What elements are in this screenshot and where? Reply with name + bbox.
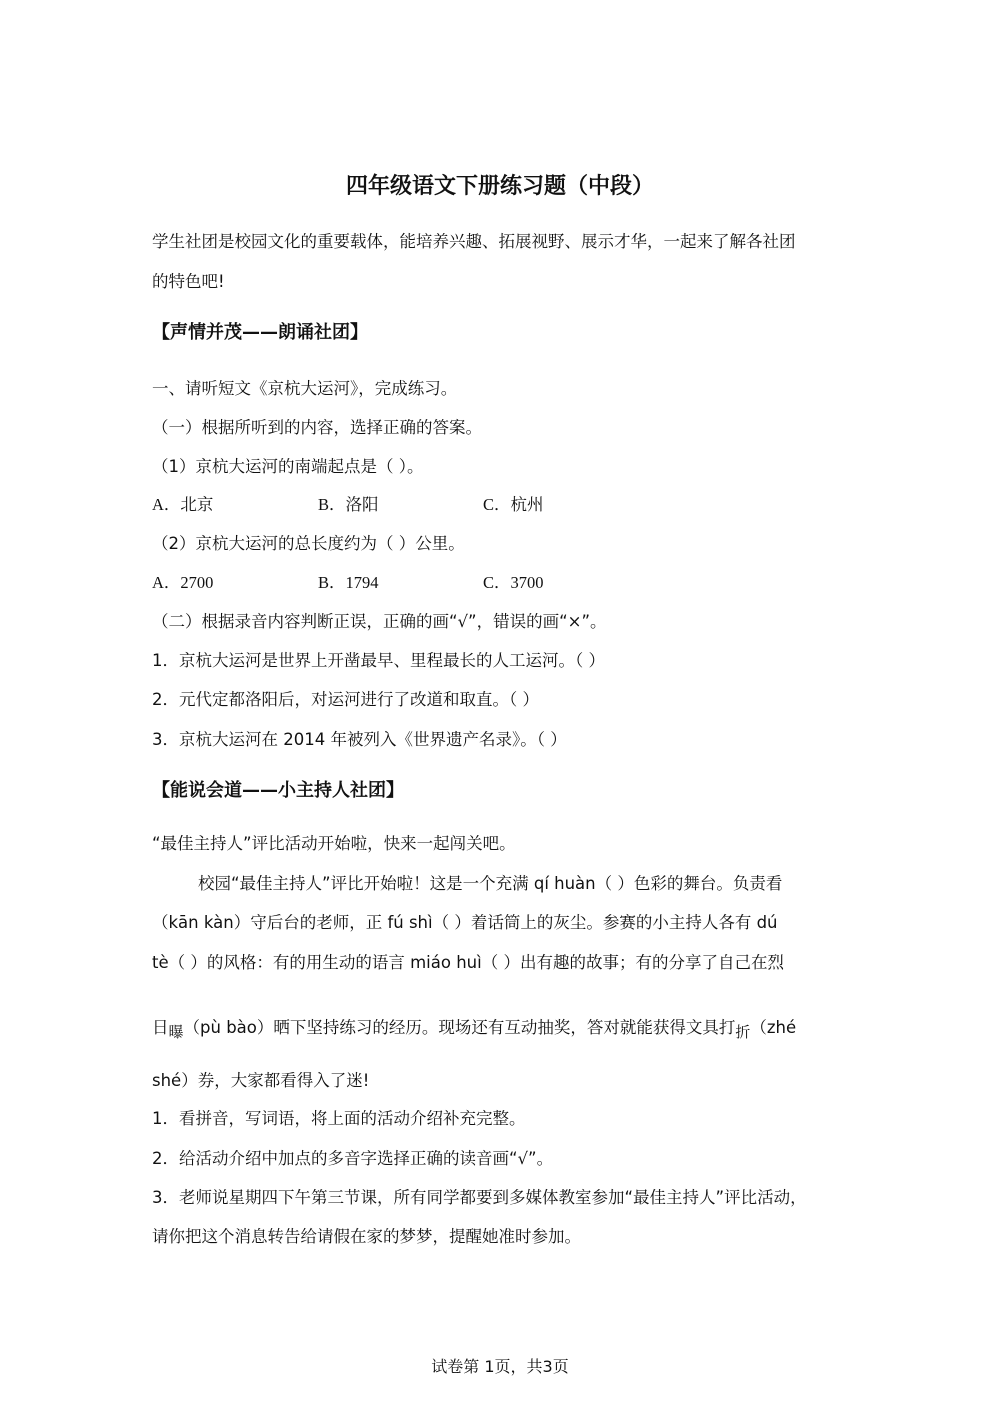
passage-line: （kān kàn）守后台的老师，正 fú shì（ ）着话筒上的灰尘。参赛的小主持人各有 dú [152,913,778,932]
judgement-item: 3．京杭大运河在 2014 年被列入《世界遗产名录》。（ ） [152,730,567,749]
intro-line: 的特色吧! [152,272,225,291]
option-row [152,494,852,516]
question-stem: （2）京杭大运河的总长度约为（ ）公里。 [152,534,465,553]
lead-text: “最佳主持人”评比活动开始啦，快来一起闯关吧。 [152,834,516,853]
option-a: A．北京 [152,495,214,514]
section-heading-recitation: 【声情并茂——朗诵社团】 [152,322,368,343]
passage-line: tè（ ）的风格：有的用生动的语言 miáo huì（ ）出有趣的故事；有的分享了自己在烈 [152,953,784,972]
intro-line: 学生社团是校园文化的重要载体，能培养兴趣、拓展视野、展示才华，一起来了解各社团 [152,232,796,251]
task-item: 3．老师说星期四下午第三节课，所有同学都要到多媒体教室参加“最佳主持人”评比活动， [152,1188,807,1207]
passage-text: 日 [152,1018,169,1037]
dotted-char: 曝 [168,1023,184,1041]
passage-text: （zhé [750,1018,797,1037]
task-item: 1．看拼音，写词语，将上面的活动介绍补充完整。 [152,1109,526,1128]
page-title: 四年级语文下册练习题（中段） [345,174,654,199]
judgement-item: 2．元代定都洛阳后，对运河进行了改道和取直。（ ） [152,690,539,709]
passage-text: （pù bào）晒下坚持练习的经历。现场还有互动抽奖，答对就能获得文具打 [183,1018,736,1037]
part-heading: （一）根据所听到的内容，选择正确的答案。 [152,418,482,437]
option-a: A．2700 [152,573,214,592]
part-heading: （二）根据录音内容判断正误，正确的画“√”，错误的画“×”。 [152,612,607,631]
option-row [152,572,852,594]
question-heading: 一、请听短文《京杭大运河》，完成练习。 [152,379,458,398]
task-item: 2．给活动介绍中加点的多音字选择正确的读音画“√”。 [152,1149,554,1168]
passage-line: shé）券，大家都看得入了迷! [152,1071,370,1090]
dotted-char: 折 [735,1023,751,1041]
judgement-item: 1．京杭大运河是世界上开凿最早、里程最长的人工运河。（ ） [152,651,605,670]
question-stem: （1）京杭大运河的南端起点是（ ）。 [152,457,424,476]
option-c: C．3700 [483,573,544,592]
passage-line [152,1017,796,1039]
section-heading-host: 【能说会道——小主持人社团】 [152,780,404,801]
passage-line: 校园“最佳主持人”评比开始啦！这是一个充满 qí huàn（ ）色彩的舞台。负责看 [198,874,783,893]
option-b: B．1794 [318,573,379,592]
option-b: B．洛阳 [318,495,379,514]
page-footer: 试卷第 1页，共3页 [431,1357,569,1376]
option-c: C．杭州 [483,495,544,514]
task-item: 请你把这个消息转告给请假在家的梦梦，提醒她准时参加。 [152,1227,581,1246]
